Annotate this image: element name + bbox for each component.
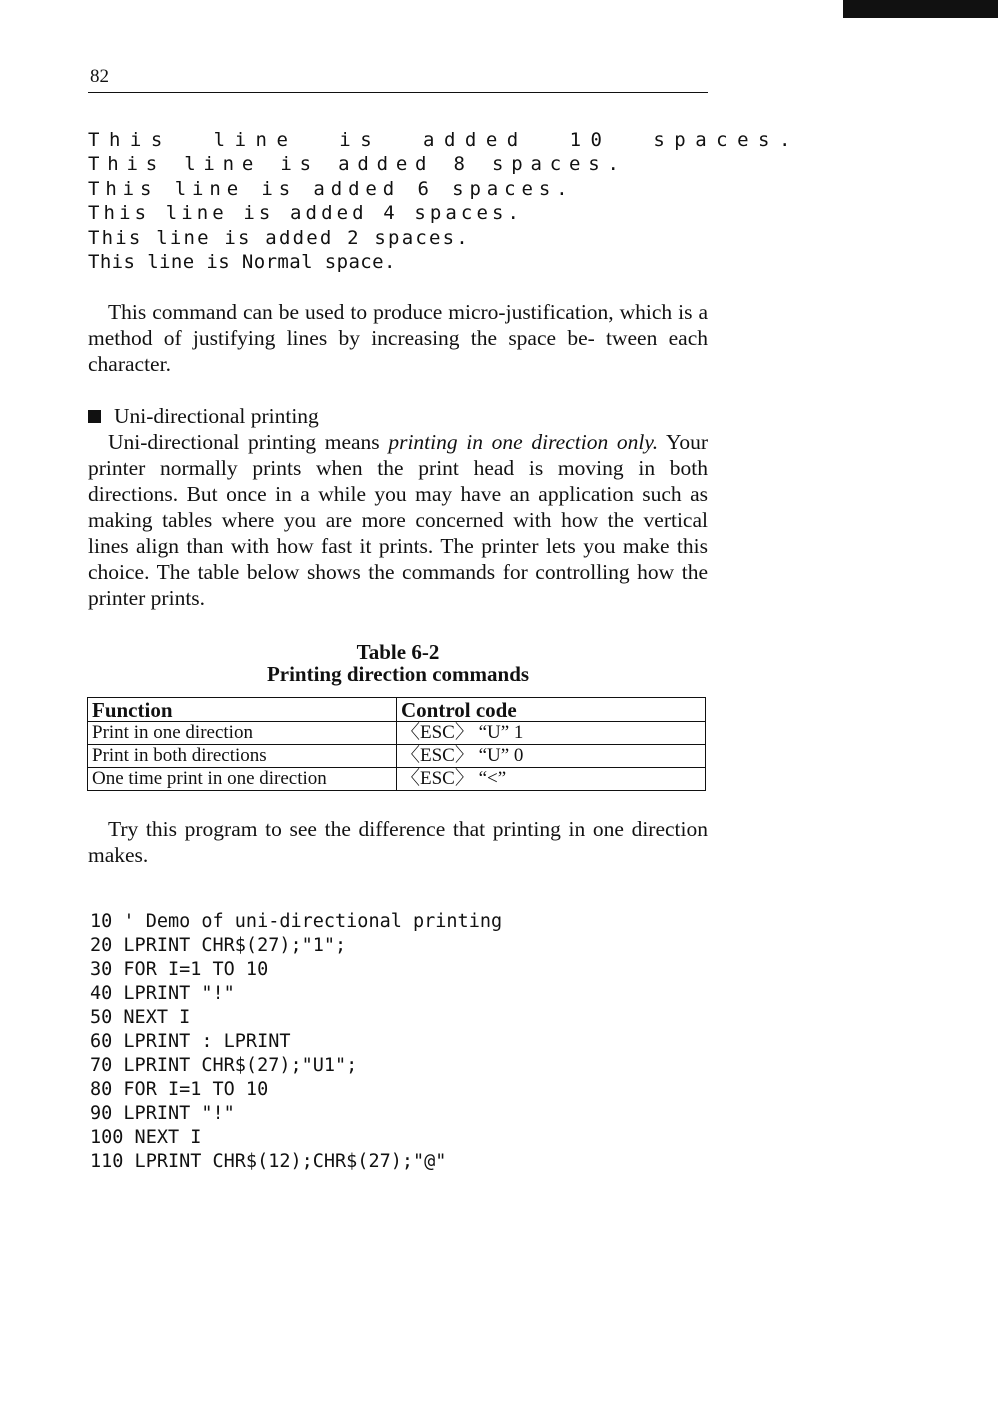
intro-text-rest: Your printer normally prints when the print head is moving in both directions. But once in a while you may have an application such as making tables where you are more concerned with how the vertical lines align than with how fast it prints. The printer lets you make this choice. The table below shows the commands for controlling how the printer prints.	[88, 430, 708, 610]
spacing-demo-line: This line is added 10 spaces.	[88, 129, 800, 151]
basic-code-listing	[90, 910, 502, 1174]
bullet-square-icon	[88, 410, 101, 423]
spacing-demo-line: This line is added 2 spaces.	[88, 226, 470, 249]
spacing-demo-output	[88, 128, 800, 274]
scan-edge-mark	[843, 0, 998, 18]
control-code-cell: 〈ESC〉 “<”	[397, 768, 706, 791]
code-line: 60 LPRINT : LPRINT	[90, 1031, 291, 1052]
code-line: 50 NEXT I	[90, 1007, 191, 1028]
try-program-paragraph: Try this program to see the difference that printing in one direction makes.	[88, 817, 708, 867]
code-line: 100 NEXT I	[90, 1127, 202, 1148]
spacing-demo-line: This line is added 6 spaces.	[88, 177, 574, 200]
control-code-cell: 〈ESC〉 “U” 0	[397, 745, 706, 768]
code-line: 70 LPRINT CHR$(27);"U1";	[90, 1055, 358, 1076]
intro-emphasis: printing in one direction only.	[388, 430, 659, 454]
section-heading	[88, 403, 319, 429]
spacing-demo-line: This line is added 4 spaces.	[88, 202, 524, 225]
table-row	[88, 722, 706, 745]
table-label: Table 6-2	[356, 640, 440, 664]
code-line: 80 FOR I=1 TO 10	[90, 1079, 269, 1100]
code-line: 10 ' Demo of uni-directional printing	[90, 911, 503, 932]
header-rule	[88, 92, 708, 93]
code-line: 30 FOR I=1 TO 10	[90, 959, 269, 980]
spacing-demo-line: This line is added 8 spaces.	[88, 153, 627, 176]
table-header-row	[88, 698, 706, 722]
intro-text: Uni-directional printing means	[108, 430, 389, 454]
table-row	[88, 745, 706, 768]
function-cell: Print in one direction	[88, 722, 397, 745]
printing-direction-table	[87, 697, 706, 791]
code-line: 20 LPRINT CHR$(27);"1";	[90, 935, 347, 956]
function-cell: One time print in one direction	[88, 768, 397, 791]
control-code-cell: 〈ESC〉 “U” 1	[397, 722, 706, 745]
uni-directional-paragraph	[88, 429, 708, 611]
table-title: Printing direction commands	[266, 662, 530, 686]
section-heading-text: Uni-directional printing	[114, 404, 319, 428]
code-line: 110 LPRINT CHR$(12);CHR$(27);"@"	[90, 1151, 447, 1172]
column-header-function: Function	[88, 698, 397, 722]
micro-justification-paragraph: This command can be used to produce micro-justification, which is a method of justifying lines by increasing the space be- tween each character.	[88, 300, 708, 376]
table-row	[88, 768, 706, 791]
function-cell: Print in both directions	[88, 745, 397, 768]
column-header-control-code: Control code	[397, 698, 706, 722]
code-line: 90 LPRINT "!"	[90, 1103, 235, 1124]
page-number: 82	[90, 66, 109, 87]
spacing-demo-line: This line is Normal space.	[88, 250, 396, 273]
code-line: 40 LPRINT "!"	[90, 983, 235, 1004]
